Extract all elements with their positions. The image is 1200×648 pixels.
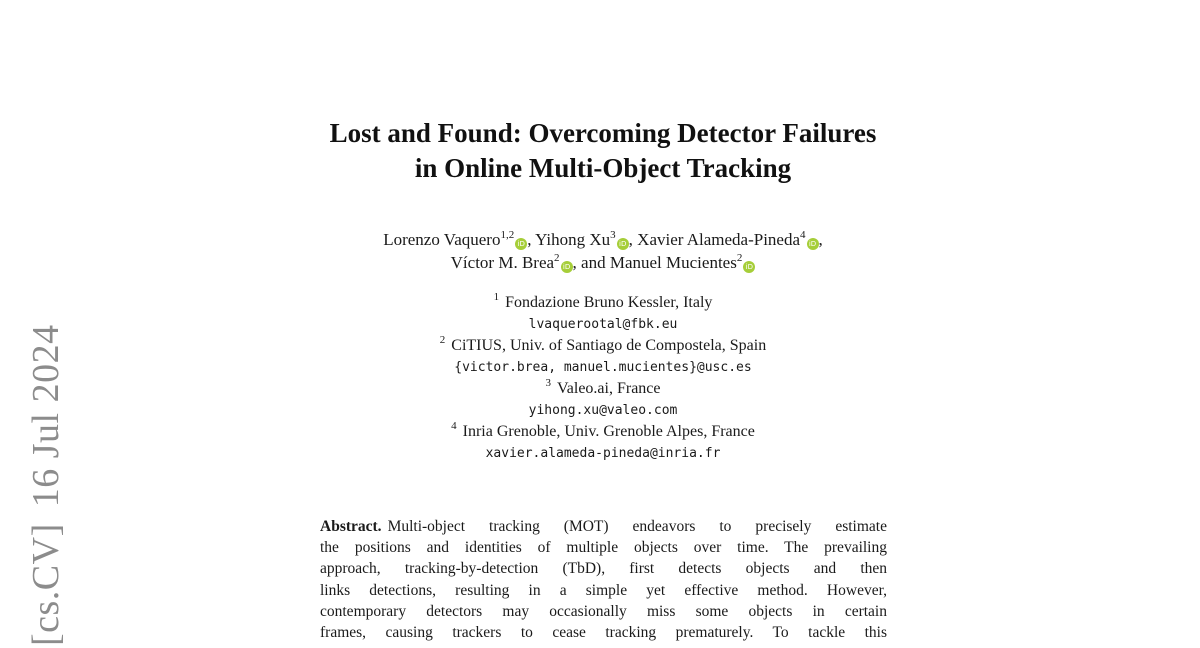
abstract-line: contemporary detectors may occasionally miss some objects in certain [320,602,887,620]
orcid-icon[interactable]: iD [515,238,527,250]
author-affiliation-mark: 2 [736,252,743,264]
author-affiliation-mark: 1,2 [500,229,515,241]
affiliation-item [0,421,1200,443]
author-line-1: Lorenzo Vaquero$^{1,2}$iD , Yihong Xu$^3$iD , Xavier Alameda-Pineda$^4$iD , [383,229,823,249]
affiliation-number: 4 [451,420,457,432]
orcid-icon[interactable]: iD [743,261,755,273]
paper-title [0,116,1200,186]
abstract-line: frames, causing trackers to cease tracking prematurely. To tackle this [320,624,887,642]
author-affiliation-mark: 3 [610,229,616,241]
affiliation-name: CiTIUS, Univ. of Santiago de Compostela, Spain [451,337,767,354]
abstract-label: Abstract. [320,518,382,535]
affiliation-name: Inria Grenoble, Univ. Grenoble Alpes, France [462,423,755,440]
affiliation-item [0,292,1200,314]
abstract-line: links detections, resulting in a simple yet effective method. However, [320,581,887,599]
author-name: Xavier Alameda-Pineda [637,230,801,249]
affiliation-name: Fondazione Bruno Kessler, Italy [505,294,713,311]
author-name: Manuel Mucientes [609,253,737,272]
affiliation-number: 1 [493,291,500,303]
paper-title-line-2: in Online Multi-Object Tracking [414,153,792,183]
author-name: Yihong Xu [535,230,611,249]
affiliation-name: Valeo.ai, France [556,380,661,397]
arxiv-date: 16 Jul 2024 [25,324,67,508]
author-name: Víctor M. Brea [450,253,555,272]
author-affiliation-mark: 4 [800,229,806,241]
affiliation-item [0,335,1200,357]
affiliation-list [0,292,1200,464]
affiliation-number: 3 [545,377,551,389]
affiliation-email[interactable]: yihong.xu@valeo.com [528,402,678,418]
abstract-line: the positions and identities of multiple objects over time. The prevailing [320,539,887,557]
paper-title-line-1: Lost and Found: Overcoming Detector Failures [329,118,877,148]
arxiv-category: [cs.CV] [25,523,67,646]
author-line-2: Víctor M. Brea$^2$iD , and Manuel Mucientes$^2$iD [0,251,1200,274]
abstract-line [320,516,887,537]
affiliation-email[interactable]: xavier.alameda-pineda@inria.fr [485,445,721,461]
orcid-icon[interactable]: iD [561,261,573,273]
author-name: Lorenzo Vaquero [383,230,501,249]
affiliation-item [0,378,1200,400]
orcid-icon[interactable]: iD [807,238,819,250]
author-conjunction: and [581,253,606,272]
affiliation-email[interactable]: {victor.brea, manuel.mucientes}@usc.es [454,359,752,375]
abstract [320,516,887,643]
author-affiliation-mark: 2 [554,252,560,264]
abstract-line: approach, tracking-by-detection (TbD), first detects objects and then [320,560,887,578]
orcid-icon[interactable]: iD [617,238,629,250]
abstract-text: Multi-object tracking (MOT) endeavors to precisely estimate [387,518,887,535]
author-list [0,228,1200,274]
affiliation-number: 2 [439,334,446,346]
affiliation-email[interactable]: lvaquerootal@fbk.eu [528,316,678,332]
